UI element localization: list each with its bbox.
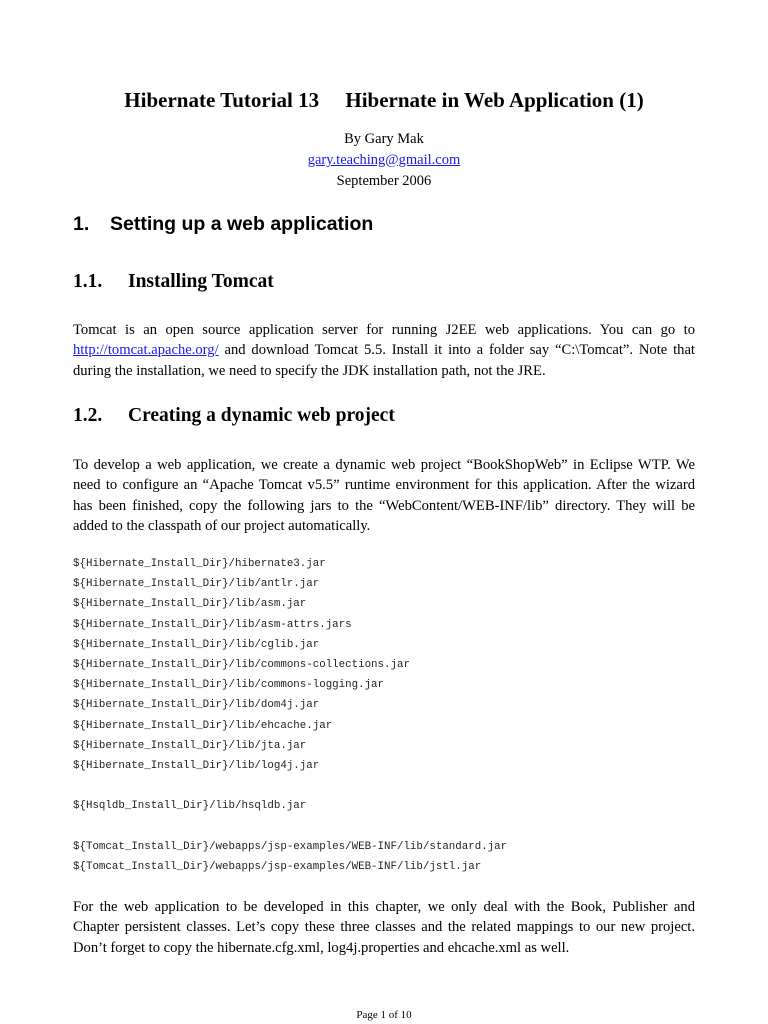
section-1-2-heading <box>73 405 395 427</box>
byline-block <box>73 129 695 192</box>
section-1-title: Setting up a web application <box>110 213 374 235</box>
section-1-1-title: Installing Tomcat <box>128 271 274 292</box>
document-date: September 2006 <box>336 173 432 189</box>
closing-paragraph: For the web application to be developed in this chapter, we only deal with the Book, Publisher and Chapter persistent classes. Let’s copy these three classes and the related mappings to our new project. Don’t forget to copy the hibernate.cfg.xml, log4j.properties and ehcache.xml as well. <box>73 899 695 956</box>
section-1-2-title: Creating a dynamic web project <box>128 405 395 426</box>
web-project-paragraph: To develop a web application, we create a dynamic web project “BookShopWeb” in Eclipse WTP. We need to configure an “Apache Tomcat v5.5” runtime environment for this application. After the wizard has been finished, copy the following jars to the “WebContent/WEB-INF/lib” directory. They will be added to the classpath of our project automatically. <box>73 457 695 535</box>
code-line: ${Hibernate_Install_Dir}/hibernate3.jar <box>73 558 326 570</box>
page-footer: Page 1 of 10 <box>356 1009 412 1021</box>
code-line: ${Hsqldb_Install_Dir}/lib/hsqldb.jar <box>73 800 307 813</box>
code-line: ${Hibernate_Install_Dir}/lib/commons-collections.jar <box>73 658 410 671</box>
code-line: ${Tomcat_Install_Dir}/webapps/jsp-examples/WEB-INF/lib/jstl.jar <box>73 860 482 873</box>
code-line: ${Hibernate_Install_Dir}/lib/asm.jar <box>73 598 307 611</box>
code-line: ${Hibernate_Install_Dir}/lib/commons-logging.jar <box>73 679 385 692</box>
section-1-1-heading <box>73 271 274 293</box>
author: By Gary Mak <box>344 131 424 147</box>
tomcat-paragraph: Tomcat is an open source application server for running J2EE web applications. You can go to http://tomcat.apache.org/ and download Tomcat 5.5. Install it into a folder say “C:\Tomcat”. Note that during the installation, we need to specify the JDK installation path, not the JRE. <box>73 322 695 379</box>
jar-list-code-block <box>73 554 695 877</box>
section-1-2-number: 1.2. <box>73 405 103 426</box>
author-email-link[interactable]: gary.teaching@gmail.com <box>307 152 461 168</box>
tomcat-link[interactable]: http://tomcat.apache.org/ <box>73 342 219 359</box>
section-1-1-number: 1.1. <box>73 271 103 292</box>
code-line: ${Hibernate_Install_Dir}/lib/ehcache.jar <box>73 719 333 732</box>
code-line: ${Hibernate_Install_Dir}/lib/asm-attrs.jars <box>73 618 352 631</box>
document-title: Hibernate Tutorial 13 Hibernate in Web Application (1) <box>124 88 644 112</box>
code-line: ${Tomcat_Install_Dir}/webapps/jsp-examples/WEB-INF/lib/standard.jar <box>73 840 508 853</box>
code-line: ${Hibernate_Install_Dir}/lib/cglib.jar <box>73 638 320 651</box>
section-1-number: 1. <box>73 213 90 235</box>
code-line: ${Hibernate_Install_Dir}/lib/jta.jar <box>73 739 307 752</box>
code-line: ${Hibernate_Install_Dir}/lib/dom4j.jar <box>73 699 320 712</box>
code-line: ${Hibernate_Install_Dir}/lib/antlr.jar <box>73 578 320 591</box>
code-line: ${Hibernate_Install_Dir}/lib/log4j.jar <box>73 759 320 772</box>
section-1-heading <box>73 213 373 236</box>
